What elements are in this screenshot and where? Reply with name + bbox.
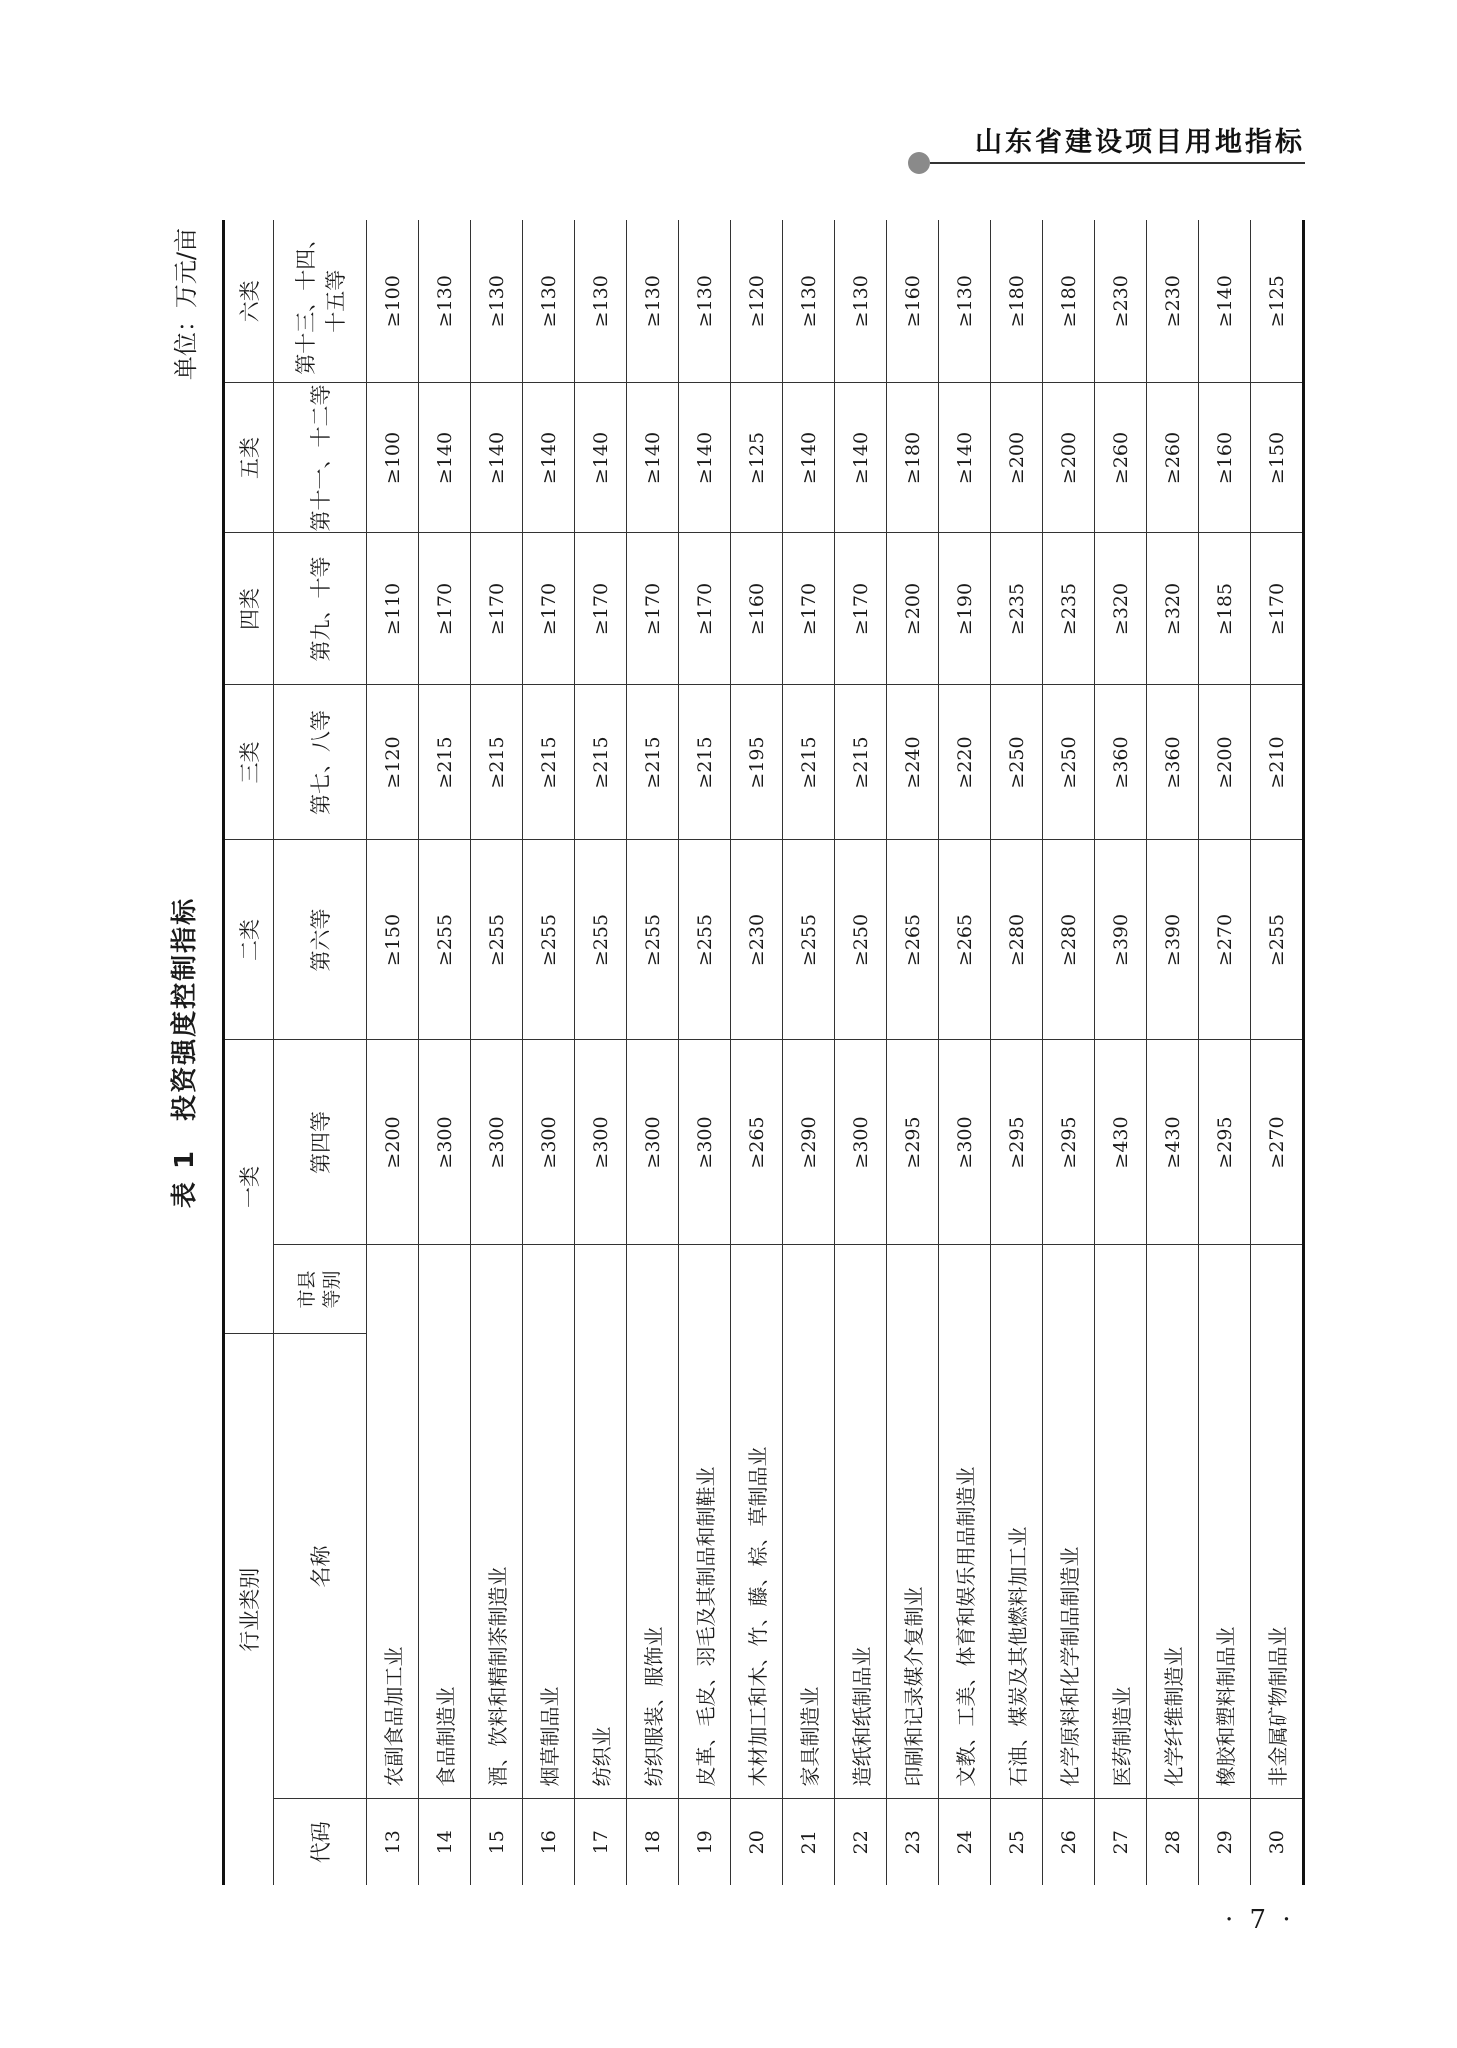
row-value-class-4: ≥170 [783,533,835,685]
code-header: 代码 [274,1799,367,1885]
row-value-class-1: ≥265 [731,1040,783,1245]
row-name: 石油、煤炭及其他燃料加工业 [991,1245,1043,1799]
row-value-class-1: ≥300 [419,1040,471,1245]
row-value-class-5: ≥140 [471,383,523,533]
row-name: 文教、工美、体育和娱乐用品制造业 [939,1245,991,1799]
row-value-class-5: ≥100 [367,383,419,533]
class-header-1: 一类 [224,1040,274,1334]
row-value-class-3: ≥215 [835,685,887,840]
row-value-class-6: ≥180 [991,220,1043,383]
city-county-label: 市县 [296,1270,319,1309]
row-value-class-6: ≥130 [783,220,835,383]
row-value-class-2: ≥230 [731,840,783,1040]
row-value-class-6: ≥125 [1251,220,1304,383]
rotated-table-block [150,220,1290,1885]
table-row [991,220,1043,1885]
row-value-class-3: ≥360 [1095,685,1147,840]
table-row [887,220,939,1885]
table-row [1147,220,1199,1885]
row-code: 17 [575,1799,627,1885]
table-row [783,220,835,1885]
row-code: 26 [1043,1799,1095,1885]
row-value-class-5: ≥180 [887,383,939,533]
row-value-class-2: ≥255 [471,840,523,1040]
row-value-class-2: ≥255 [1251,840,1304,1040]
row-value-class-3: ≥215 [783,685,835,840]
row-code: 28 [1147,1799,1199,1885]
row-value-class-6: ≥130 [679,220,731,383]
city-county-grade-header [274,1245,367,1334]
row-name: 纺织服装、服饰业 [627,1245,679,1799]
table-row [575,220,627,1885]
row-code: 13 [367,1799,419,1885]
row-value-class-3: ≥195 [731,685,783,840]
row-code: 14 [419,1799,471,1885]
row-value-class-6: ≥230 [1095,220,1147,383]
row-value-class-3: ≥215 [679,685,731,840]
grade-header-4: 第九、十等 [274,533,367,685]
row-name: 化学原料和化学制品制造业 [1043,1245,1095,1799]
row-value-class-3: ≥215 [471,685,523,840]
row-value-class-2: ≥270 [1199,840,1251,1040]
table-row [627,220,679,1885]
row-value-class-4: ≥170 [627,533,679,685]
name-header: 名称 [274,1334,367,1799]
header-dot-ornament [908,152,930,174]
page-number: · 7 · [1225,1905,1295,1935]
row-value-class-4: ≥170 [679,533,731,685]
row-code: 23 [887,1799,939,1885]
row-value-class-5: ≥140 [523,383,575,533]
table-row [1095,220,1147,1885]
row-code: 30 [1251,1799,1304,1885]
row-value-class-5: ≥140 [783,383,835,533]
row-value-class-2: ≥255 [419,840,471,1040]
header-row-classes [224,220,274,1885]
row-value-class-6: ≥130 [523,220,575,383]
header-rule [930,162,1305,164]
row-name: 纺织业 [575,1245,627,1799]
row-value-class-3: ≥220 [939,685,991,840]
row-value-class-3: ≥360 [1147,685,1199,840]
row-value-class-6: ≥120 [731,220,783,383]
grade-header-2: 第六等 [274,840,367,1040]
row-value-class-3: ≥250 [991,685,1043,840]
grade-header-1: 第四等 [274,1040,367,1245]
row-value-class-4: ≥170 [471,533,523,685]
row-value-class-5: ≥140 [627,383,679,533]
row-value-class-5: ≥140 [575,383,627,533]
row-value-class-2: ≥255 [575,840,627,1040]
row-value-class-6: ≥130 [835,220,887,383]
row-value-class-1: ≥430 [1147,1040,1199,1245]
row-value-class-1: ≥300 [523,1040,575,1245]
row-value-class-2: ≥255 [627,840,679,1040]
row-value-class-3: ≥215 [523,685,575,840]
row-value-class-5: ≥140 [835,383,887,533]
row-code: 16 [523,1799,575,1885]
row-value-class-4: ≥235 [1043,533,1095,685]
row-value-class-4: ≥160 [731,533,783,685]
row-value-class-3: ≥120 [367,685,419,840]
row-value-class-1: ≥300 [939,1040,991,1245]
row-value-class-6: ≥100 [367,220,419,383]
row-value-class-4: ≥170 [835,533,887,685]
row-name: 食品制造业 [419,1245,471,1799]
row-value-class-5: ≥140 [419,383,471,533]
table-row [1199,220,1251,1885]
table-row [1043,220,1095,1885]
table-row [731,220,783,1885]
row-name: 化学纤维制造业 [1147,1245,1199,1799]
row-value-class-1: ≥290 [783,1040,835,1245]
grade-label: 等别 [321,1270,343,1309]
row-name: 造纸和纸制品业 [835,1245,887,1799]
row-name: 橡胶和塑料制品业 [1199,1245,1251,1799]
row-value-class-1: ≥295 [1199,1040,1251,1245]
row-value-class-3: ≥215 [419,685,471,840]
row-name: 印刷和记录媒介复制业 [887,1245,939,1799]
table-row [1251,220,1304,1885]
row-value-class-5: ≥140 [679,383,731,533]
row-code: 21 [783,1799,835,1885]
row-value-class-2: ≥390 [1147,840,1199,1040]
row-value-class-4: ≥320 [1147,533,1199,685]
row-value-class-4: ≥170 [575,533,627,685]
row-name: 木材加工和木、竹、藤、棕、草制品业 [731,1245,783,1799]
row-value-class-1: ≥430 [1095,1040,1147,1245]
table-body [367,220,1304,1885]
table-row [679,220,731,1885]
row-value-class-2: ≥280 [991,840,1043,1040]
row-name: 非金属矿物制品业 [1251,1245,1304,1799]
row-name: 医药制造业 [1095,1245,1147,1799]
row-value-class-1: ≥300 [627,1040,679,1245]
row-code: 15 [471,1799,523,1885]
table-row [939,220,991,1885]
row-value-class-3: ≥250 [1043,685,1095,840]
row-code: 20 [731,1799,783,1885]
row-name: 家具制造业 [783,1245,835,1799]
grade-header-3: 第七、八等 [274,685,367,840]
row-value-class-5: ≥260 [1095,383,1147,533]
row-value-class-1: ≥300 [835,1040,887,1245]
class-header-2: 二类 [224,840,274,1040]
row-value-class-2: ≥265 [887,840,939,1040]
row-value-class-4: ≥110 [367,533,419,685]
row-value-class-5: ≥160 [1199,383,1251,533]
class-header-4: 四类 [224,533,274,685]
row-value-class-4: ≥185 [1199,533,1251,685]
row-value-class-2: ≥255 [783,840,835,1040]
row-value-class-1: ≥295 [991,1040,1043,1245]
row-value-class-3: ≥215 [627,685,679,840]
row-value-class-4: ≥200 [887,533,939,685]
row-code: 29 [1199,1799,1251,1885]
table-row [523,220,575,1885]
industry-category-header: 行业类别 [224,1334,274,1885]
row-code: 24 [939,1799,991,1885]
row-value-class-5: ≥200 [1043,383,1095,533]
row-value-class-6: ≥130 [575,220,627,383]
table-unit: 单位：万元/亩 [172,228,200,381]
row-value-class-2: ≥150 [367,840,419,1040]
row-value-class-5: ≥150 [1251,383,1304,533]
table-row [419,220,471,1885]
row-value-class-2: ≥255 [523,840,575,1040]
grade-header-5: 第十一、十二等 [274,383,367,533]
row-value-class-2: ≥265 [939,840,991,1040]
row-value-class-1: ≥300 [471,1040,523,1245]
table-row [835,220,887,1885]
row-name: 皮革、毛皮、羽毛及其制品和制鞋业 [679,1245,731,1799]
row-value-class-2: ≥280 [1043,840,1095,1040]
row-value-class-5: ≥140 [939,383,991,533]
row-value-class-5: ≥260 [1147,383,1199,533]
row-value-class-4: ≥190 [939,533,991,685]
row-value-class-6: ≥160 [887,220,939,383]
row-value-class-4: ≥170 [1251,533,1304,685]
row-value-class-4: ≥320 [1095,533,1147,685]
class-header-5: 五类 [224,383,274,533]
row-value-class-4: ≥170 [523,533,575,685]
class-header-6: 六类 [224,220,274,383]
row-value-class-4: ≥235 [991,533,1043,685]
row-value-class-1: ≥295 [887,1040,939,1245]
row-value-class-1: ≥300 [679,1040,731,1245]
row-value-class-1: ≥295 [1043,1040,1095,1245]
grade-header-6: 第十三、十四、十五等 [274,220,367,383]
table-row [471,220,523,1885]
row-value-class-1: ≥200 [367,1040,419,1245]
row-value-class-6: ≥140 [1199,220,1251,383]
class-header-3: 三类 [224,685,274,840]
row-value-class-6: ≥130 [419,220,471,383]
row-value-class-6: ≥130 [627,220,679,383]
running-header-title: 山东省建设项目用地指标 [975,127,1305,158]
row-value-class-6: ≥130 [471,220,523,383]
row-value-class-6: ≥180 [1043,220,1095,383]
row-code: 27 [1095,1799,1147,1885]
table-caption: 表 1 投资强度控制指标 [170,896,200,1209]
row-value-class-2: ≥250 [835,840,887,1040]
row-value-class-5: ≥125 [731,383,783,533]
row-code: 22 [835,1799,887,1885]
row-value-class-1: ≥270 [1251,1040,1304,1245]
row-value-class-6: ≥230 [1147,220,1199,383]
row-value-class-3: ≥240 [887,685,939,840]
row-name: 农副食品加工业 [367,1245,419,1799]
row-value-class-3: ≥210 [1251,685,1304,840]
row-value-class-2: ≥390 [1095,840,1147,1040]
table-row [367,220,419,1885]
row-name: 烟草制品业 [523,1245,575,1799]
caption-row [150,220,222,1885]
row-value-class-3: ≥215 [575,685,627,840]
row-value-class-4: ≥170 [419,533,471,685]
row-value-class-3: ≥200 [1199,685,1251,840]
row-code: 18 [627,1799,679,1885]
row-value-class-5: ≥200 [991,383,1043,533]
row-name: 酒、饮料和精制茶制造业 [471,1245,523,1799]
investment-intensity-table [222,220,1305,1885]
row-value-class-2: ≥255 [679,840,731,1040]
header-row-grades [274,220,367,1885]
row-code: 25 [991,1799,1043,1885]
row-code: 19 [679,1799,731,1885]
row-value-class-1: ≥300 [575,1040,627,1245]
row-value-class-6: ≥130 [939,220,991,383]
